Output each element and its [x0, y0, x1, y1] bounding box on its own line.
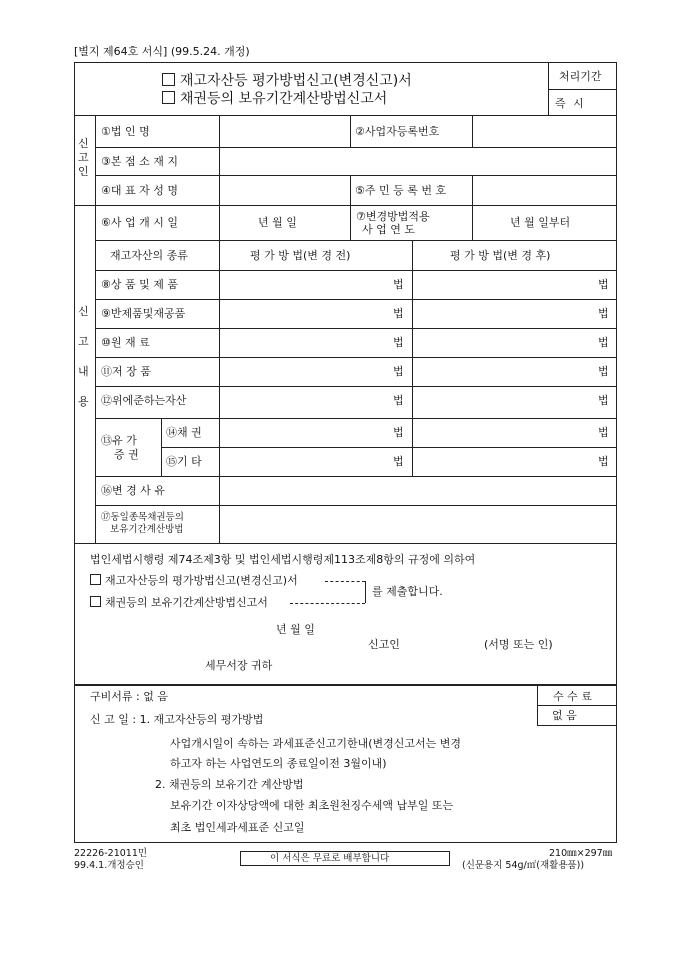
processing-period-value: 즉 시	[555, 97, 586, 110]
applicable-year-label1: ⑦변경방법적용	[356, 210, 430, 223]
method-suffix: 법	[598, 307, 609, 320]
applicable-from-date: 년 월 일부터	[510, 216, 571, 229]
approval-date: 99.4.1.개정승인	[74, 860, 144, 871]
col-method-before: 평 가 방 법(변 경 전)	[250, 249, 351, 262]
deadline-line4: 2. 채권등의 보유기간 계산방법	[155, 778, 304, 791]
addressee: 세무서장 귀하	[205, 659, 273, 672]
free-notice: 이 서식은 무료로 배부합니다	[270, 853, 390, 864]
processing-period-label: 처리기간	[559, 70, 602, 83]
title-line2: 채권등의 보유기간계산방법신고서	[162, 91, 387, 107]
deadline-line6: 최초 법인세과세표준 신고일	[170, 821, 305, 834]
col-method-after: 평 가 방 법(변 경 후)	[450, 249, 551, 262]
required-docs: 구비서류 : 없 음	[90, 690, 168, 703]
row-label-wip: ⑨반제품및재공품	[101, 307, 186, 320]
deadline-line2: 사업개시일이 속하는 과세표준신고기한내(변경신고서는 변경	[170, 737, 462, 750]
biz-reg-no-label: ②사업자등록번호	[355, 125, 440, 138]
method-suffix: 법	[393, 278, 404, 291]
securities-label2: 증 권	[114, 448, 139, 461]
form-number: [별지 제64호 서식] (99.5.24. 개정)	[74, 45, 250, 58]
method-suffix: 법	[393, 307, 404, 320]
fee-value: 없 음	[552, 709, 577, 722]
submit-text: 를 제출합니다.	[372, 585, 443, 598]
applicant-group-label: 신 고 인	[78, 137, 89, 178]
row-label-goods: ⑧상 품 및 제 품	[101, 278, 178, 291]
title1-checkbox[interactable]	[162, 73, 175, 86]
deadline-line3: 하고자 하는 사업연도의 종료일이전 3월이내)	[170, 757, 387, 770]
paper-type: (신문용지 54g/㎡(재활용품))	[462, 860, 585, 871]
same-bond-label1: ⑰동일종목채권등의	[101, 512, 184, 523]
title2-checkbox[interactable]	[162, 91, 175, 104]
row-label-raw: ⑩원 재 료	[101, 336, 150, 349]
method-suffix: 법	[598, 426, 609, 439]
securities-label1: ⑬유 가	[101, 434, 137, 447]
rep-name-label: ④대 표 자 성 명	[101, 184, 178, 197]
col-inventory-type: 재고자산의 종류	[110, 249, 188, 262]
resident-no-label: ⑤주 민 등 록 번 호	[355, 184, 447, 197]
row-label-bonds: ⑭채 권	[166, 426, 202, 439]
head-office-label: ③본 점 소 재 지	[101, 155, 178, 168]
row-label-similar: ⑫위에준하는자산	[101, 394, 187, 407]
option1-line: 재고자산등의 평가방법신고(변경신고)서	[90, 574, 298, 587]
same-bond-label2: 보유기간계산방법	[110, 524, 184, 535]
paper-size: 210㎜×297㎜	[549, 848, 613, 859]
title-line1: 재고자산등 평가방법신고(변경신고)서	[162, 73, 412, 89]
applicant-label: 신고인	[368, 638, 400, 651]
legal-basis-text: 법인세법시행령 제74조제3항 및 법인세법시행령제113조제8항의 규정에 의하여	[90, 553, 476, 566]
method-suffix: 법	[393, 426, 404, 439]
applicable-year-label2: 사 업 연 도	[362, 223, 415, 236]
biz-start-label: ⑥사 업 개 시 일	[101, 216, 178, 229]
form-code: 22226-21011민	[74, 848, 148, 859]
method-suffix: 법	[598, 278, 609, 291]
method-suffix: 법	[598, 365, 609, 378]
corp-name-label: ①법 인 명	[101, 125, 150, 138]
change-reason-label: ⑯변 경 사 유	[101, 484, 165, 497]
option2-line: 채권등의 보유기간계산방법신고서	[90, 596, 268, 609]
method-suffix: 법	[598, 455, 609, 468]
deadline-line5: 보유기간 이자상당액에 대한 최초원천징수세액 납부일 또는	[170, 799, 454, 812]
method-suffix: 법	[393, 336, 404, 349]
fee-label: 수 수 료	[553, 690, 592, 703]
method-suffix: 법	[598, 336, 609, 349]
submit-date: 년 월 일	[276, 623, 315, 636]
row-label-other: ⑮기 타	[166, 455, 202, 468]
option2-checkbox[interactable]	[90, 596, 101, 607]
method-suffix: 법	[393, 365, 404, 378]
sign-label: (서명 또는 인)	[484, 638, 553, 651]
row-label-supplies: ⑪저 장 품	[101, 365, 151, 378]
method-suffix: 법	[393, 394, 404, 407]
biz-start-date: 년 월 일	[258, 216, 297, 229]
content-group-label: 신 고 내 용	[78, 305, 89, 408]
method-suffix: 법	[598, 394, 609, 407]
method-suffix: 법	[393, 455, 404, 468]
deadline-label: 신 고 일 : 1. 재고자산등의 평가방법	[90, 713, 264, 726]
option1-checkbox[interactable]	[90, 574, 101, 585]
